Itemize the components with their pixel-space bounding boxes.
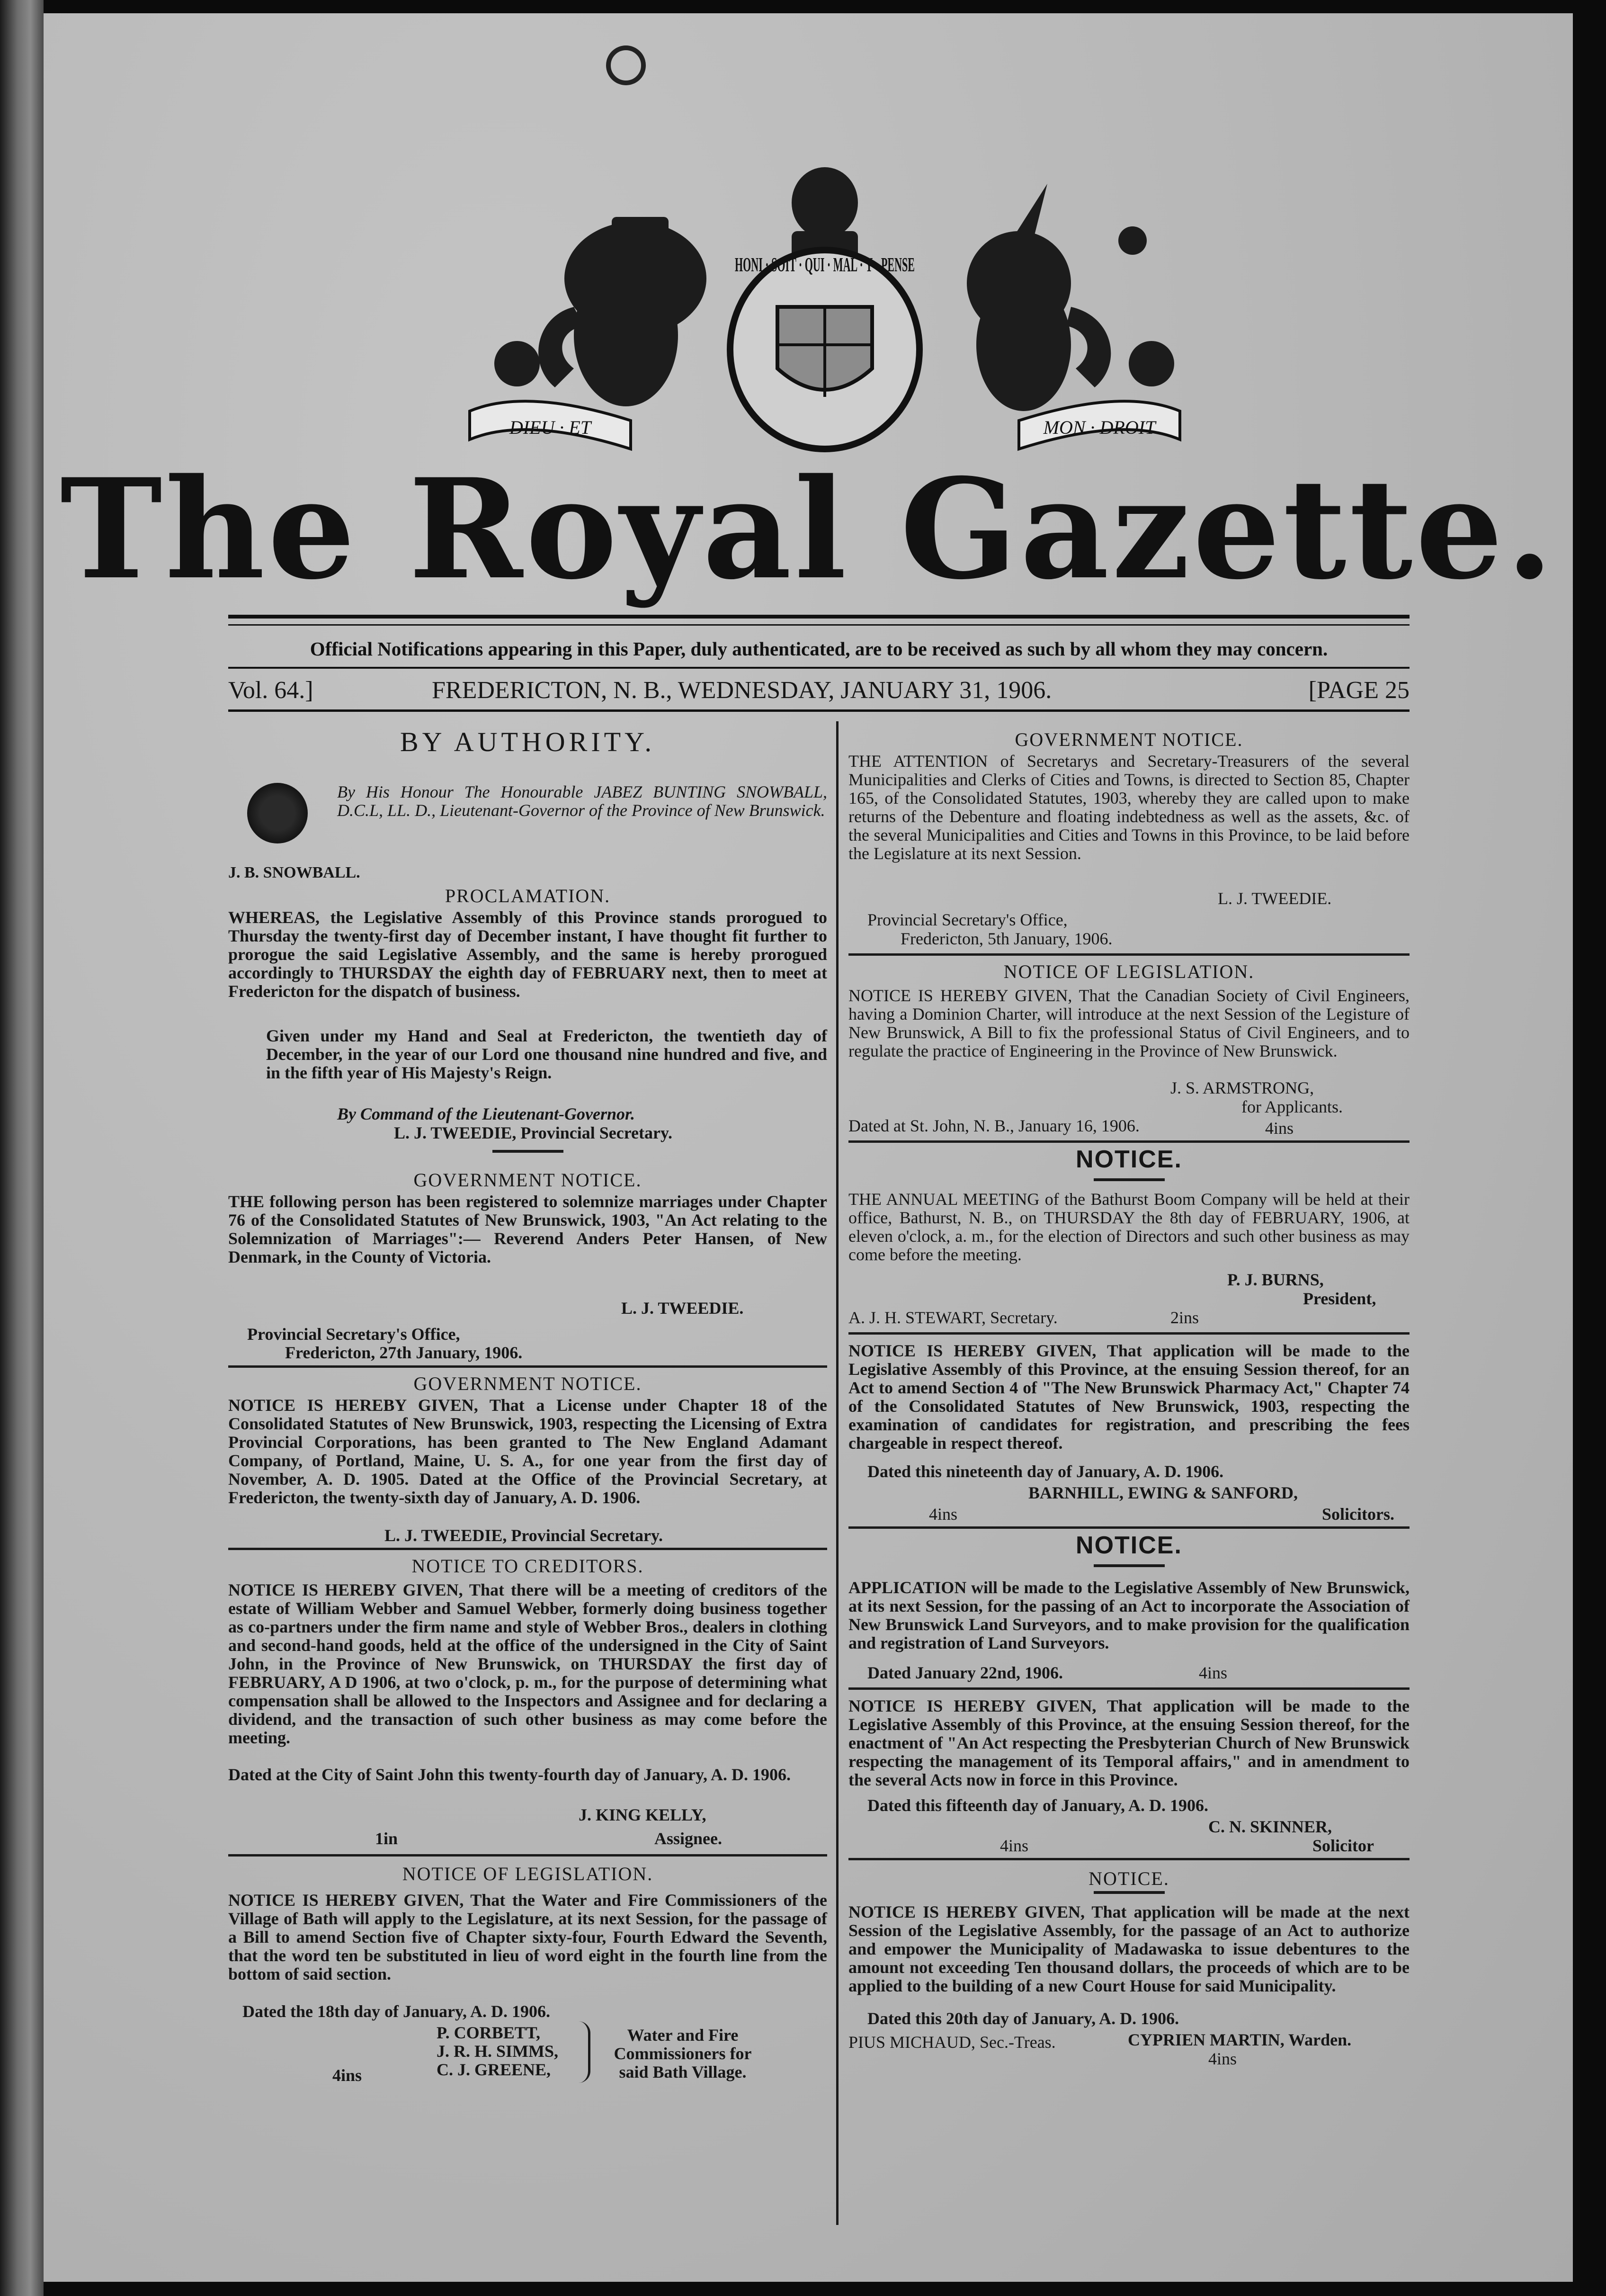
proclamation-body: WHEREAS, the Legislative Assembly of this Province stands prorogued to Thursday the twenty-first day of December instant, I have thought fit further to prorogue the said Legislative Assembly, and the same is hereby prorogued accordingly to THURSDAY the eighth day of FEBRUARY next, then to meet at Fredericton for the dispatch of business. (228, 908, 827, 1001)
madawaska-notice-body: NOTICE IS HEREBY GIVEN, That application will be made at the next Session of the Legislative Assembly, for the passage of an Act to authorize and empower the Municipality of Madawaska to issue debentures to the amount not exceeding Ten thousand dollars, the proceeds of which are to be applied to the building of a new Court House for said Municipality. (848, 1902, 1410, 1995)
legislation-heading: NOTICE OF LEGISLATION. (1003, 961, 1255, 982)
separator (1094, 1891, 1165, 1894)
masthead-rule-top (228, 615, 1410, 619)
separator (228, 1548, 827, 1550)
proclamation-heading: PROCLAMATION. (445, 885, 611, 906)
commissioner-name: P. CORBETT, (437, 2023, 541, 2042)
municipal-notice-body: THE ATTENTION of Secretarys and Secretary-Treasurers of the several Municipalities and Clerks of Cities and Towns, is directed to Section 85, Chapter 165, of the Consolidated Statutes, 1903, whereby they are called upon to make returns of the Debenture and floating indebtedness as well as the assets, &c. of the several Municipalities and Cities and Towns in this Province, to be laid before the Legislature at its next Session. (848, 752, 1410, 863)
commissioner-name: C. J. GREENE, (437, 2060, 551, 2079)
notice-heading: NOTICE. (1076, 1532, 1182, 1559)
left-column (228, 721, 827, 2227)
place-and-date: FREDERICTON, N. B., WEDNESDAY, JANUARY 31, 1906. (432, 677, 1052, 704)
pharmacy-notice-dated: Dated this nineteenth day of January, A. D. 1906. (867, 1462, 1224, 1481)
commissioner-name: J. R. H. SIMMS, (437, 2042, 559, 2061)
license-notice-body: NOTICE IS HEREBY GIVEN, That a License under Chapter 18 of the Consolidated Statutes of New Brunswick, 1903, respecting the Licensing of Extra Provincial Corporations, has been granted to The New England Adamant Company, of Portland, Maine, U. S. A., for one year from the first day of November, A. D. 1905. Dated at the Office of the Provincial Secretary, at Fredericton, the twenty-sixth day of January, A. D. 1906. (228, 1396, 827, 1507)
government-notice-date: Fredericton, 27th January, 1906. (285, 1343, 523, 1362)
municipal-notice-office: Provincial Secretary's Office, (867, 910, 1068, 929)
dateline (228, 676, 1410, 705)
notice-heading: NOTICE. (1089, 1868, 1169, 1889)
presbyterian-notice-role: Solicitor (1312, 1836, 1374, 1855)
municipal-notice-signature: L. J. TWEEDIE. (1218, 889, 1332, 908)
adjacent-page-edge (0, 0, 44, 2296)
right-column (848, 721, 1410, 2227)
surveyors-notice-insertions: 4ins (1199, 1663, 1228, 1682)
proclamation-signer: J. B. SNOWBALL. (228, 864, 360, 881)
municipal-notice-date: Fredericton, 5th January, 1906. (901, 929, 1113, 948)
creditors-insertions: 1in (375, 1829, 398, 1848)
boom-company-president: P. J. BURNS, (1227, 1270, 1324, 1289)
engineers-dated: Dated at St. John, N. B., January 16, 1906. (848, 1116, 1140, 1135)
government-notice-signature: L. J. TWEEDIE. (621, 1299, 744, 1318)
license-notice-signature: L. J. TWEEDIE, Provincial Secretary. (384, 1526, 663, 1545)
government-notice-body: THE following person has been registered to solemnize marriages under Chapter 76 of the Consolidated Statutes of New Brunswick, 1903, "An Act relating to the Solemnization of Marriages":— Reverend Anders Peter Hansen, of New Denmark, in the County of Victoria. (228, 1192, 827, 1266)
engineers-insertions: 4ins (1265, 1119, 1294, 1138)
boom-company-insertions: 2ins (1170, 1308, 1199, 1327)
separator (1094, 1564, 1165, 1567)
page-number: [PAGE 25 (1308, 677, 1410, 704)
engineers-notice-body: NOTICE IS HEREBY GIVEN, That the Canadian Society of Civil Engineers, having a Dominion Charter, will introduce at the next Session of the Legisture of New Brunswick, A Bill to fix the professional Status of Civil Engineers, and to regulate the practice of Engineering in the Province of New Brunswick. (848, 986, 1410, 1060)
government-notice-heading: GOVERNMENT NOTICE. (413, 1373, 642, 1394)
separator (848, 953, 1410, 956)
separator (492, 1150, 563, 1153)
boom-company-role: President, (1303, 1289, 1376, 1308)
legislation-insertions: 4ins (332, 2066, 362, 2085)
engineers-signature: J. S. ARMSTRONG, (1170, 1078, 1314, 1097)
legislation-heading: NOTICE OF LEGISLATION. (402, 1863, 653, 1884)
gazette-page (44, 13, 1573, 2282)
presbyterian-notice-dated: Dated this fifteenth day of January, A. D. 1906. (867, 1796, 1209, 1815)
royal-coat-of-arms (432, 165, 1218, 468)
legislation-dated: Dated the 18th day of January, A. D. 1906. (242, 2002, 551, 2021)
separator (848, 1858, 1410, 1860)
notice-heading: NOTICE. (1076, 1146, 1182, 1173)
government-notice-heading: GOVERNMENT NOTICE. (413, 1169, 642, 1191)
creditors-role: Assignee. (654, 1829, 722, 1848)
madawaska-warden: CYPRIEN MARTIN, Warden. (1128, 2030, 1352, 2049)
column-divider (836, 721, 839, 2225)
presbyterian-notice-body: NOTICE IS HEREBY GIVEN, That application will be made to the Legislative Assembly of this Province, at the ensuing Session thereof, for the enactment of "An Act respecting the Presbyterian Church of New Brunswick respecting the management of its Temporal affairs," and in amendment to the several Acts now in force in this Province. (848, 1696, 1410, 1789)
boom-company-secretary: A. J. H. STEWART, Secretary. (848, 1308, 1058, 1327)
madawaska-treasurer: PIUS MICHAUD, Sec.-Treas. (848, 2033, 1056, 2052)
government-notice-heading: GOVERNMENT NOTICE. (1015, 729, 1243, 750)
pharmacy-notice-body: NOTICE IS HEREBY GIVEN, That application will be made to the Legislative Assembly of this Province, at the ensuing Session thereof, for an Act to amend Section 4 of "The New Brunswick Pharmacy Act," Chapter 74 of the Consolidated Statutes of New Brunswick, 1903, respecting the examination of candidates for registration, and prescribing the fees chargeable in respect thereof. (848, 1341, 1410, 1453)
creditors-dated: Dated at the City of Saint John this twenty-fourth day of January, A. D. 1906. (228, 1765, 791, 1784)
government-notice-office: Provincial Secretary's Office, (247, 1325, 460, 1344)
punch-hole (606, 45, 646, 85)
pharmacy-notice-signature: BARNHILL, EWING & SANFORD, (1028, 1483, 1298, 1502)
separator (848, 1140, 1410, 1143)
separator (848, 1687, 1410, 1690)
surveyors-notice-dated: Dated January 22nd, 1906. (867, 1663, 1063, 1682)
creditors-body: NOTICE IS HEREBY GIVEN, That there will be a meeting of creditors of the estate of William Webber and Samuel Webber, formerly doing business together as co-partners under the firm name and style of Webber Bros., dealers in clothing and second-hand goods, held at the office of the undersigned in the City of Saint John, in the Province of New Brunswick, on THURSDAY the first day of FEBRUARY, A D 1906, at two o'clock, p. m., for the purpose of determining what compensation shall be allowed to the Inspectors and Assignee and for declaring a dividend, and the transaction of such other business as may come before the meeting. (228, 1580, 827, 1747)
proclamation-given: Given under my Hand and Seal at Fredericton, the twentieth day of December, in the year of our Lord one thousand nine hundred and five, and in the fifth year of His Majesty's Reign. (266, 1026, 827, 1082)
pharmacy-notice-insertions: 4ins (929, 1505, 958, 1524)
commissioners-group: Water and Fire Commissioners for said Bath Village. (614, 2026, 752, 2081)
boom-company-body: THE ANNUAL MEETING of the Bathurst Boom Company will be held at their office, Bathurst, N. B., on THURSDAY the 8th day of FEBRUARY, 1906, at eleven o'clock, a. m., for the election of Directors and such other business as may come before the meeting. (848, 1190, 1410, 1264)
masthead-rule-thin (228, 624, 1410, 626)
dateline-rule-top (228, 667, 1410, 669)
garter-motto: HONI · SOIT · QUI · MAL · Y · PENSE (735, 254, 915, 276)
presbyterian-notice-insertions: 4ins (1000, 1836, 1029, 1855)
volume-number: Vol. 64.] (228, 677, 313, 704)
by-authority-heading: BY AUTHORITY. (400, 726, 656, 757)
masthead-title: The Royal Gazette. (60, 449, 1557, 610)
separator (848, 1526, 1410, 1529)
seal-icon (247, 783, 308, 843)
creditors-signature: J. KING KELLY, (579, 1805, 706, 1824)
presbyterian-notice-signature: C. N. SKINNER, (1208, 1817, 1332, 1836)
legislation-body: NOTICE IS HEREBY GIVEN, That the Water and Fire Commissioners of the Village of Bath will apply to the Legislature, at its next Session, for the passage of a Bill to amend Section five of Chapter sixty-four, Fourth Edward the Seventh, that the word ten be substituted in lieu of word eight in the fourth line from the bottom of said section. (228, 1891, 827, 1983)
left-motto: DIEU · ET (509, 417, 591, 438)
proclamation-command: By Command of the Lieutenant-Governor. (337, 1104, 635, 1123)
separator (228, 1365, 827, 1368)
madawaska-notice-dated: Dated this 20th day of January, A. D. 1906. (867, 2009, 1179, 2028)
right-motto: MON · DROIT (1043, 417, 1156, 438)
dateline-rule-bottom (228, 709, 1410, 712)
official-notice: Official Notifications appearing in this Paper, duly authenticated, are to be received as such by all whom they may concern. (310, 638, 1328, 660)
creditors-heading: NOTICE TO CREDITORS. (411, 1555, 644, 1577)
separator (1094, 1178, 1165, 1181)
separator (848, 1332, 1410, 1335)
engineers-role: for Applicants. (1241, 1097, 1343, 1116)
proclamation-secretary: L. J. TWEEDIE, Provincial Secretary. (394, 1123, 673, 1142)
separator (228, 1854, 827, 1857)
pharmacy-notice-role: Solicitors. (1322, 1505, 1394, 1524)
proclamation-intro: By His Honour The Honourable JABEZ BUNTING SNOWBALL, D.C.L, LL. D., Lieutenant-Governor of the Province of New Brunswick. (337, 782, 827, 820)
madawaska-insertions: 4ins (1208, 2049, 1237, 2068)
surveyors-notice-body: APPLICATION will be made to the Legislative Assembly of New Brunswick, at its next Session, for the passing of an Act to incorporate the Association of New Brunswick Land Surveyors, and to make provision for the qualification and registration of Land Surveyors. (848, 1578, 1410, 1652)
